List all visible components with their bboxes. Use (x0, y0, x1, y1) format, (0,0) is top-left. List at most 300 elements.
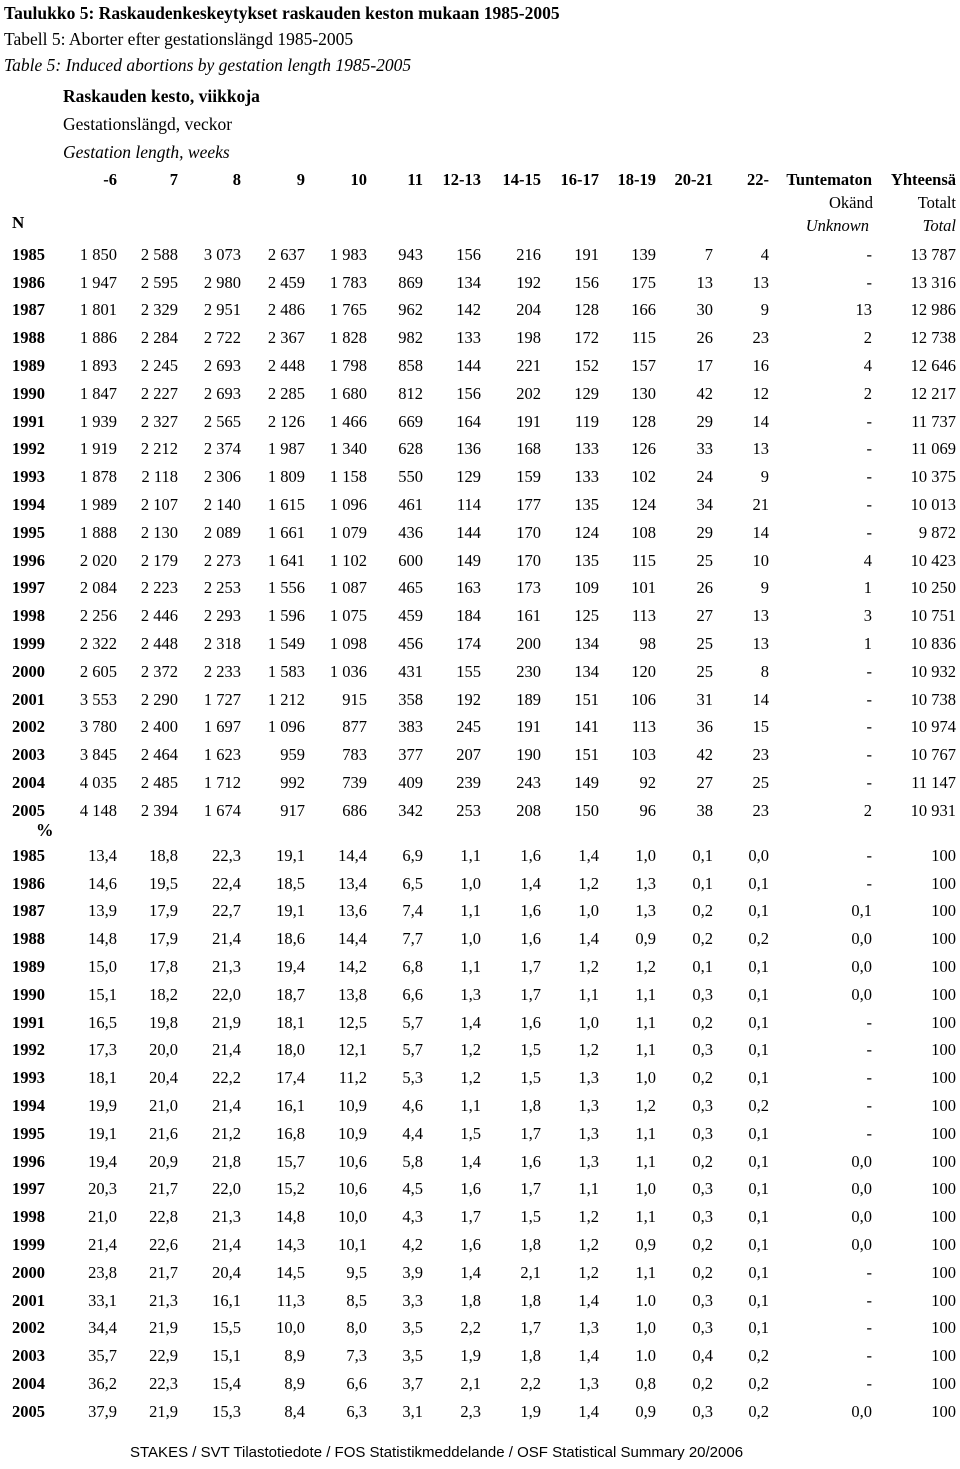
table-row (0, 575, 956, 603)
table-cell: 1 079 (329, 522, 367, 542)
table-cell: 1 158 (329, 467, 367, 487)
table-cell: 14 (752, 522, 769, 542)
row-year: 1992 (12, 439, 45, 459)
row-year: 1997 (12, 1179, 45, 1199)
table-cell: 100 (931, 873, 956, 893)
table-cell: 1,1 (578, 984, 599, 1004)
table-cell: 21,9 (149, 1401, 178, 1421)
table-cell: 0,1 (748, 901, 769, 921)
table-cell: 6,8 (402, 957, 423, 977)
table-cell: 943 (398, 244, 423, 264)
table-cell: 18,2 (149, 984, 178, 1004)
table-cell: 1,4 (578, 1401, 599, 1421)
table-cell: 10 751 (910, 606, 956, 626)
table-cell: 12 646 (910, 356, 956, 376)
table-row (0, 898, 956, 926)
row-year: 1991 (12, 1012, 45, 1032)
table-cell: 10,6 (338, 1151, 367, 1171)
table-cell: 7,3 (346, 1346, 367, 1366)
table-cell: 1,1 (635, 984, 656, 1004)
table-cell: 1,2 (460, 1040, 481, 1060)
table-cell: 3,9 (402, 1262, 423, 1282)
table-row (0, 380, 956, 408)
table-cell: 13 (752, 606, 769, 626)
table-cell: 29 (696, 411, 713, 431)
table-cell: 2 588 (140, 244, 178, 264)
row-year: 2002 (12, 717, 45, 737)
table-cell: 0,2 (692, 1068, 713, 1088)
row-year: 1993 (12, 467, 45, 487)
table-cell: 1,1 (635, 1151, 656, 1171)
table-cell: 1 809 (267, 467, 305, 487)
table-cell: - (866, 745, 872, 765)
table-cell: 1,3 (578, 1151, 599, 1171)
table-cell: 3 780 (79, 717, 117, 737)
table-cell: 2 (863, 383, 872, 403)
table-cell: 0,0 (851, 957, 872, 977)
table-cell: 18,1 (276, 1012, 305, 1032)
table-cell: 1,0 (635, 1318, 656, 1338)
table-cell: 1,3 (578, 1318, 599, 1338)
table-cell: 2 565 (203, 411, 241, 431)
table-cell: 100 (931, 901, 956, 921)
table-cell: 2 637 (267, 244, 305, 264)
row-year: 2005 (12, 800, 45, 820)
table-cell: 124 (574, 522, 599, 542)
table-cell: - (866, 717, 872, 737)
table-row (0, 981, 956, 1009)
table-cell: 13,8 (338, 984, 367, 1004)
table-cell: 812 (398, 383, 423, 403)
table-cell: 22,6 (149, 1235, 178, 1255)
table-cell: 2 327 (140, 411, 178, 431)
table-cell: 8,9 (284, 1346, 305, 1366)
table-cell: 3 073 (203, 244, 241, 264)
table-cell: 436 (398, 522, 423, 542)
table-cell: 2 486 (267, 300, 305, 320)
table-cell: 9,5 (346, 1262, 367, 1282)
table-cell: 1 697 (203, 717, 241, 737)
table-cell: 36,2 (88, 1374, 117, 1394)
table-cell: 12 (752, 383, 769, 403)
table-cell: 34 (696, 495, 713, 515)
table-cell: 198 (516, 328, 541, 348)
table-cell: 8,9 (284, 1374, 305, 1394)
table-cell: 4,6 (402, 1096, 423, 1116)
table-cell: 0,2 (692, 901, 713, 921)
table-row (0, 547, 956, 575)
table-row (0, 741, 956, 769)
table-row (0, 1315, 956, 1343)
footer-source: STAKES / SVT Tilastotiedote / FOS Statistikmeddelande / OSF Statistical Summary 20/2006 (130, 1444, 744, 1461)
table-cell: 1,5 (520, 1207, 541, 1227)
table-cell: 14 (752, 411, 769, 431)
table-cell: 10 375 (910, 467, 956, 487)
table-cell: 20,0 (149, 1040, 178, 1060)
table-cell: 1,1 (635, 1262, 656, 1282)
table-cell: 192 (456, 689, 481, 709)
table-cell: 342 (398, 800, 423, 820)
row-year: 1988 (12, 929, 45, 949)
table-cell: 33,1 (88, 1290, 117, 1310)
table-cell: 3,5 (402, 1346, 423, 1366)
table-cell: 253 (456, 800, 481, 820)
table-cell: 38 (696, 800, 713, 820)
table-cell: 0,1 (748, 1012, 769, 1032)
table-cell: 2,2 (460, 1318, 481, 1338)
counts-table (0, 241, 956, 825)
table-cell: 1,4 (578, 1290, 599, 1310)
table-cell: 22,2 (212, 1068, 241, 1088)
table-cell: 21,9 (149, 1318, 178, 1338)
unknown-label-english: Unknown (805, 216, 869, 235)
table-cell: 151 (574, 689, 599, 709)
table-cell: 1 886 (79, 328, 117, 348)
table-cell: 1 661 (267, 522, 305, 542)
row-year: 1993 (12, 1068, 45, 1088)
table-cell: 1 893 (79, 356, 117, 376)
row-year: 2002 (12, 1318, 45, 1338)
table-cell: 1,6 (520, 1012, 541, 1032)
row-year: 1995 (12, 522, 45, 542)
table-cell: 0,1 (748, 1207, 769, 1227)
table-cell: 1 556 (267, 578, 305, 598)
column-header (0, 165, 960, 245)
gestation-label-finnish: Raskauden kesto, viikkoja (63, 86, 260, 106)
table-cell: 23 (752, 328, 769, 348)
table-cell: 115 (631, 550, 656, 570)
table-cell: 128 (574, 300, 599, 320)
table-row (0, 324, 956, 352)
gestation-label-english: Gestation length, weeks (63, 142, 230, 162)
table-cell: 1 983 (329, 244, 367, 264)
table-cell: 1,2 (578, 1262, 599, 1282)
table-cell: 177 (516, 495, 541, 515)
table-row (0, 1370, 956, 1398)
table-cell: 8 (760, 661, 769, 681)
table-row (0, 436, 956, 464)
table-cell: 1,1 (635, 1012, 656, 1032)
table-cell: 1,7 (520, 957, 541, 977)
pct-section-label: % (36, 820, 54, 840)
table-cell: 0,1 (748, 984, 769, 1004)
table-cell: 1 096 (267, 717, 305, 737)
table-cell: 669 (398, 411, 423, 431)
table-cell: 21,4 (212, 1096, 241, 1116)
row-year: 1987 (12, 300, 45, 320)
row-year: 2003 (12, 1346, 45, 1366)
table-cell: 1 098 (329, 634, 367, 654)
table-cell: 0,1 (748, 1235, 769, 1255)
table-cell: 170 (516, 550, 541, 570)
table-cell: 1,0 (460, 929, 481, 949)
table-cell: - (866, 1262, 872, 1282)
table-cell: 113 (631, 606, 656, 626)
table-cell: 29 (696, 522, 713, 542)
table-cell: 10 931 (910, 800, 956, 820)
table-cell: 14,8 (276, 1207, 305, 1227)
table-cell: 27 (696, 606, 713, 626)
table-cell: 4 (863, 550, 872, 570)
table-cell: 0,1 (748, 873, 769, 893)
table-row (0, 1120, 956, 1148)
table-titles (4, 0, 560, 78)
column-header-cell: 11 (407, 170, 423, 189)
table-cell: 21,3 (212, 1207, 241, 1227)
table-cell: 1,1 (460, 957, 481, 977)
table-cell: 133 (574, 439, 599, 459)
table-cell: 0,2 (692, 1262, 713, 1282)
table-cell: 1,3 (578, 1096, 599, 1116)
unknown-label-swedish: Okänd (829, 193, 873, 212)
table-cell: 0,0 (851, 1207, 872, 1227)
column-header-cell: Yhteensä (890, 170, 956, 189)
table-cell: 2 293 (203, 606, 241, 626)
table-cell: 1,7 (520, 1179, 541, 1199)
table-cell: 1.0 (635, 1346, 656, 1366)
table-cell: 1,5 (520, 1040, 541, 1060)
row-year: 2004 (12, 773, 45, 793)
table-cell: 115 (631, 328, 656, 348)
gestation-label-swedish: Gestationslängd, veckor (63, 114, 233, 134)
table-cell: 1,0 (635, 845, 656, 865)
table-cell: 17,9 (149, 901, 178, 921)
table-cell: 3 (863, 606, 872, 626)
table-cell: 1,8 (520, 1235, 541, 1255)
table-cell: 221 (516, 356, 541, 376)
table-cell: 13 (752, 634, 769, 654)
table-cell: 33 (696, 439, 713, 459)
table-cell: - (866, 1290, 872, 1310)
table-cell: 1 (863, 578, 872, 598)
table-cell: 149 (574, 773, 599, 793)
table-cell: 17,8 (149, 957, 178, 977)
table-cell: 0,9 (635, 1235, 656, 1255)
table-cell: 1 798 (329, 356, 367, 376)
table-cell: 163 (456, 578, 481, 598)
table-cell: 13,6 (338, 901, 367, 921)
table-cell: 129 (456, 467, 481, 487)
table-cell: 100 (931, 1207, 956, 1227)
table-cell: 962 (398, 300, 423, 320)
table-cell: 243 (516, 773, 541, 793)
table-cell: 1,2 (578, 957, 599, 977)
row-year: 1985 (12, 244, 45, 264)
table-cell: - (866, 1068, 872, 1088)
table-cell: 10,0 (338, 1207, 367, 1227)
column-header-cell: 10 (350, 170, 367, 189)
table-cell: 1,8 (520, 1346, 541, 1366)
table-cell: 19,1 (276, 845, 305, 865)
row-year: 1987 (12, 901, 45, 921)
table-cell: 12,5 (338, 1012, 367, 1032)
table-cell: 2,1 (520, 1262, 541, 1282)
table-cell: 2 448 (140, 634, 178, 654)
table-cell: 0,0 (851, 1235, 872, 1255)
table-cell: 2 693 (203, 383, 241, 403)
table-cell: 10 013 (910, 495, 956, 515)
table-cell: 1,4 (460, 1151, 481, 1171)
table-cell: 1,6 (460, 1235, 481, 1255)
table-cell: 461 (398, 495, 423, 515)
table-cell: 133 (574, 467, 599, 487)
row-year: 1986 (12, 272, 45, 292)
table-cell: 2,2 (520, 1374, 541, 1394)
table-cell: 134 (574, 661, 599, 681)
table-cell: 18,1 (88, 1068, 117, 1088)
table-cell: 2 367 (267, 328, 305, 348)
table-cell: 14,2 (338, 957, 367, 977)
row-year: 1990 (12, 984, 45, 1004)
table-cell: 139 (631, 244, 656, 264)
table-cell: 15 (752, 717, 769, 737)
table-cell: - (866, 873, 872, 893)
table-cell: 21,4 (212, 1235, 241, 1255)
table-cell: 5,8 (402, 1151, 423, 1171)
table-row (0, 1398, 956, 1426)
table-cell: 1,2 (635, 957, 656, 977)
table-cell: 550 (398, 467, 423, 487)
table-cell: 0,1 (851, 901, 872, 921)
table-cell: 2 130 (140, 522, 178, 542)
table-cell: 12,1 (338, 1040, 367, 1060)
table-cell: 2 (863, 800, 872, 820)
table-cell: 0,2 (692, 929, 713, 949)
table-cell: 14,8 (88, 929, 117, 949)
table-cell: 1.0 (635, 1290, 656, 1310)
table-cell: 149 (456, 550, 481, 570)
table-cell: 1,1 (635, 1040, 656, 1060)
table-cell: 2 285 (267, 383, 305, 403)
table-cell: 0,0 (851, 984, 872, 1004)
table-cell: 1,7 (520, 984, 541, 1004)
table-row (0, 714, 956, 742)
table-cell: 1,6 (520, 901, 541, 921)
table-cell: 124 (631, 495, 656, 515)
table-cell: 21,9 (212, 1012, 241, 1032)
table-cell: 1 888 (79, 522, 117, 542)
table-cell: 0,2 (748, 1401, 769, 1421)
table-cell: 16,5 (88, 1012, 117, 1032)
table-cell: 1 680 (329, 383, 367, 403)
table-cell: 1 847 (79, 383, 117, 403)
column-header-cell: 12-13 (442, 170, 481, 189)
table-cell: 11 069 (911, 439, 956, 459)
table-cell: 21,8 (212, 1151, 241, 1171)
table-cell: 1 340 (329, 439, 367, 459)
table-row (0, 630, 956, 658)
table-cell: 0,1 (748, 1262, 769, 1282)
table-row (0, 1009, 956, 1037)
row-year: 1995 (12, 1123, 45, 1143)
table-cell: 34,4 (88, 1318, 117, 1338)
table-cell: 11,2 (338, 1068, 367, 1088)
table-cell: 22,8 (149, 1207, 178, 1227)
table-cell: 1,3 (460, 984, 481, 1004)
column-header-cell: 16-17 (560, 170, 599, 189)
table-cell: 915 (342, 689, 367, 709)
table-cell: 166 (631, 300, 656, 320)
table-cell: 1,1 (460, 901, 481, 921)
table-cell: 14,5 (276, 1262, 305, 1282)
table-cell: 0,1 (748, 1040, 769, 1060)
table-cell: 877 (342, 717, 367, 737)
table-cell: 1,9 (460, 1346, 481, 1366)
table-cell: 96 (639, 800, 656, 820)
table-cell: 917 (280, 800, 305, 820)
table-cell: 19,1 (276, 901, 305, 921)
title-swedish: Tabell 5: Aborter efter gestationslängd 1985-2005 (4, 29, 354, 49)
table-cell: 120 (631, 661, 656, 681)
table-cell: 5,3 (402, 1068, 423, 1088)
percent-table (0, 842, 956, 1426)
table-row (0, 1092, 956, 1120)
table-cell: 100 (931, 1151, 956, 1171)
table-cell: 2 722 (203, 328, 241, 348)
table-cell: 6,3 (346, 1401, 367, 1421)
table-cell: 141 (574, 717, 599, 737)
table-cell: 100 (931, 1179, 956, 1199)
table-cell: 1,6 (460, 1179, 481, 1199)
table-cell: 358 (398, 689, 423, 709)
table-cell: - (866, 773, 872, 793)
table-cell: 157 (631, 356, 656, 376)
table-cell: 1,4 (520, 873, 541, 893)
row-year: 1989 (12, 356, 45, 376)
table-cell: 129 (574, 383, 599, 403)
title-english: Table 5: Induced abortions by gestation length 1985-2005 (4, 55, 412, 75)
n-section-label: N (12, 213, 25, 232)
table-cell: 190 (516, 745, 541, 765)
table-cell: 125 (574, 606, 599, 626)
table-cell: 10 (752, 550, 769, 570)
table-cell: 1 087 (329, 578, 367, 598)
table-cell: 10,0 (276, 1318, 305, 1338)
table-cell: 1,8 (460, 1290, 481, 1310)
table-row (0, 519, 956, 547)
table-cell: 25 (752, 773, 769, 793)
total-label-english: Total (922, 216, 956, 235)
table-cell: 2 374 (203, 439, 241, 459)
table-row (0, 870, 956, 898)
table-cell: 0,2 (748, 929, 769, 949)
table-cell: 1,1 (460, 845, 481, 865)
table-cell: 14 (752, 689, 769, 709)
table-cell: 7 (704, 244, 713, 264)
table-cell: - (866, 1096, 872, 1116)
table-cell: 133 (456, 328, 481, 348)
table-cell: 0,3 (692, 1123, 713, 1143)
table-cell: 1 (863, 634, 872, 654)
table-cell: 25 (696, 661, 713, 681)
row-year: 1998 (12, 606, 45, 626)
table-cell: 189 (516, 689, 541, 709)
table-cell: 134 (456, 272, 481, 292)
table-cell: 1,6 (520, 1151, 541, 1171)
column-header-cell: 8 (232, 170, 241, 189)
table-cell: 10,1 (338, 1235, 367, 1255)
table-cell: 3,5 (402, 1318, 423, 1338)
table-cell: 0,1 (748, 1068, 769, 1088)
table-cell: 135 (574, 495, 599, 515)
table-cell: 409 (398, 773, 423, 793)
table-cell: 13 (752, 272, 769, 292)
table-cell: 230 (516, 661, 541, 681)
table-cell: 1 623 (203, 745, 241, 765)
table-cell: 24 (696, 467, 713, 487)
table-cell: 431 (398, 661, 423, 681)
table-row (0, 1176, 956, 1204)
